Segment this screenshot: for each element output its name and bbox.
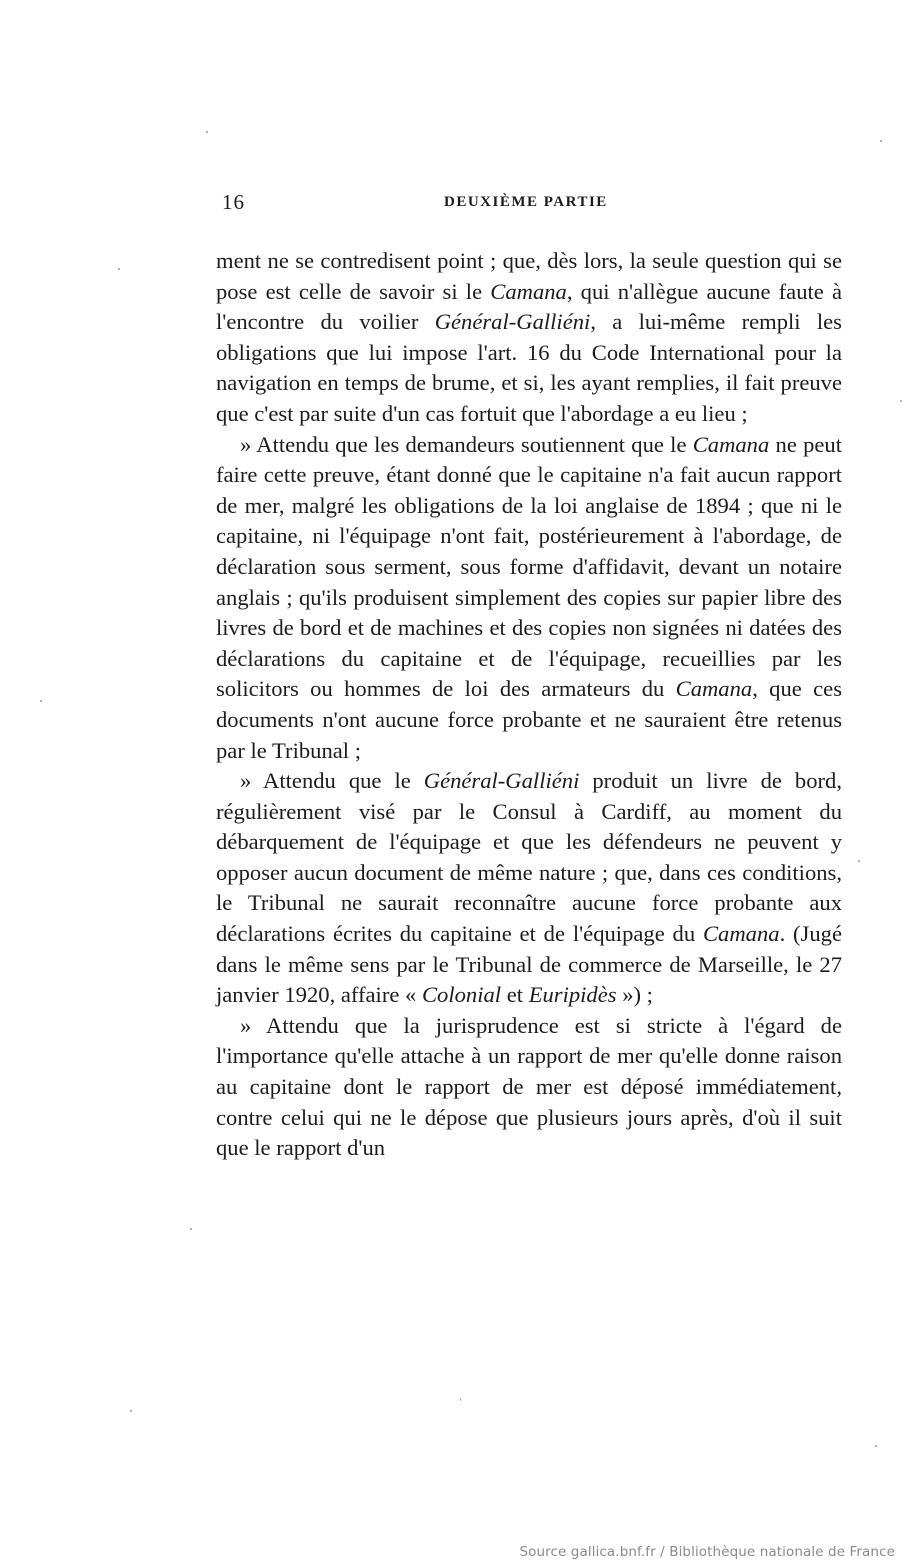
- scan-speck: [206, 131, 208, 133]
- scan-speck: [130, 1410, 132, 1412]
- page-number: 16: [222, 190, 245, 214]
- ship-name: Général-Galliéni: [434, 309, 591, 335]
- text-run: , que ces documents n'ont aucune force probante et ne sauraient être retenus par le Tribunal ;: [216, 676, 842, 763]
- scan-speck: [460, 1398, 461, 1401]
- text-run: » Attendu que le: [240, 768, 424, 794]
- text-run: , qui n'allègue aucune faute à l'encontre du voilier: [216, 278, 842, 335]
- paragraph-attendu-1: [216, 430, 842, 767]
- paragraph-continuation: [216, 246, 842, 430]
- body-text: [216, 246, 842, 1164]
- text-run: » Attendu que la jurisprudence est si stricte à l'égard de l'importance qu'elle attache à un rapport de mer qu'elle donne raison au capitaine dont le rapport de mer est déposé immédiatement, contre celui qui ne le dépose que plusieurs jours après, d'où il suit que le rapport d'un: [216, 1012, 842, 1161]
- case-name: Euripidès: [528, 982, 617, 1008]
- ship-name: Camana: [692, 431, 770, 457]
- ship-name: Camana: [702, 921, 780, 947]
- text-run: . (Jugé dans le même sens par le Tribunal de commerce de Marseille, le 27 janvier 1920, affaire «: [216, 921, 842, 1008]
- scan-speck: [875, 1445, 877, 1447]
- scan-speck: [118, 268, 120, 270]
- text-run: ment ne se contredisent point ; que, dès lors, la seule question qui se pose est celle de savoir si le: [216, 248, 842, 304]
- text-run: » Attendu que les demandeurs soutiennent que le: [240, 431, 693, 457]
- page-header: [218, 188, 838, 218]
- scan-speck: [40, 700, 42, 702]
- text-run: , a lui-même rempli les obligations que lui impose l'art. 16 du Code International pour la navigation en temps de brume, et si, les ayant remplies, il fait preuve que c'est par suite d'un cas fortuit que l'abordage a eu lieu ;: [216, 309, 842, 426]
- scan-speck: [858, 860, 860, 862]
- scan-speck: [880, 140, 882, 142]
- case-name: Colonial: [421, 982, 502, 1008]
- ship-name: Camana: [675, 676, 753, 702]
- text-run: ne peut faire cette preuve, étant donné que le capitaine n'a fait aucun rapport de mer, malgré les obligations de la loi anglaise de 1894 ; que ni le capitaine, ni l'équipage n'ont fait, postérieurement à l'abordage, de déclaration sous serment, sous forme d'affidavit, devant un notaire anglais ; qu'ils produisent simplement des copies sur papier libre des livres de bord et de machines et des copies non signées ni datées des déclarations du capitaine et de l'équipage, recueillies par les solicitors ou hommes de loi des armateurs du: [216, 431, 842, 702]
- ship-name: Camana: [490, 278, 567, 304]
- text-run: ») ;: [616, 982, 653, 1008]
- scan-speck: [190, 1228, 192, 1230]
- source-credit: Source gallica.bnf.fr / Bibliothèque nationale de France: [519, 1544, 895, 1560]
- running-head: DEUXIÈME PARTIE: [444, 194, 608, 210]
- text-run: et: [501, 982, 529, 1008]
- paragraph-attendu-3: [216, 1011, 842, 1164]
- paragraph-attendu-2: [216, 766, 842, 1011]
- ship-name: Général-Galliéni: [423, 768, 580, 794]
- scan-speck: [900, 400, 902, 402]
- text-run: produit un livre de bord, régulièrement visé par le Consul à Cardiff, au moment du débarquement de l'équipage et que les défendeurs ne peuvent y opposer aucun document de même nature ; que, dans ces conditions, le Tribunal ne saurait reconnaître aucune force probante aux déclarations écrites du capitaine et de l'équipage du: [216, 768, 842, 947]
